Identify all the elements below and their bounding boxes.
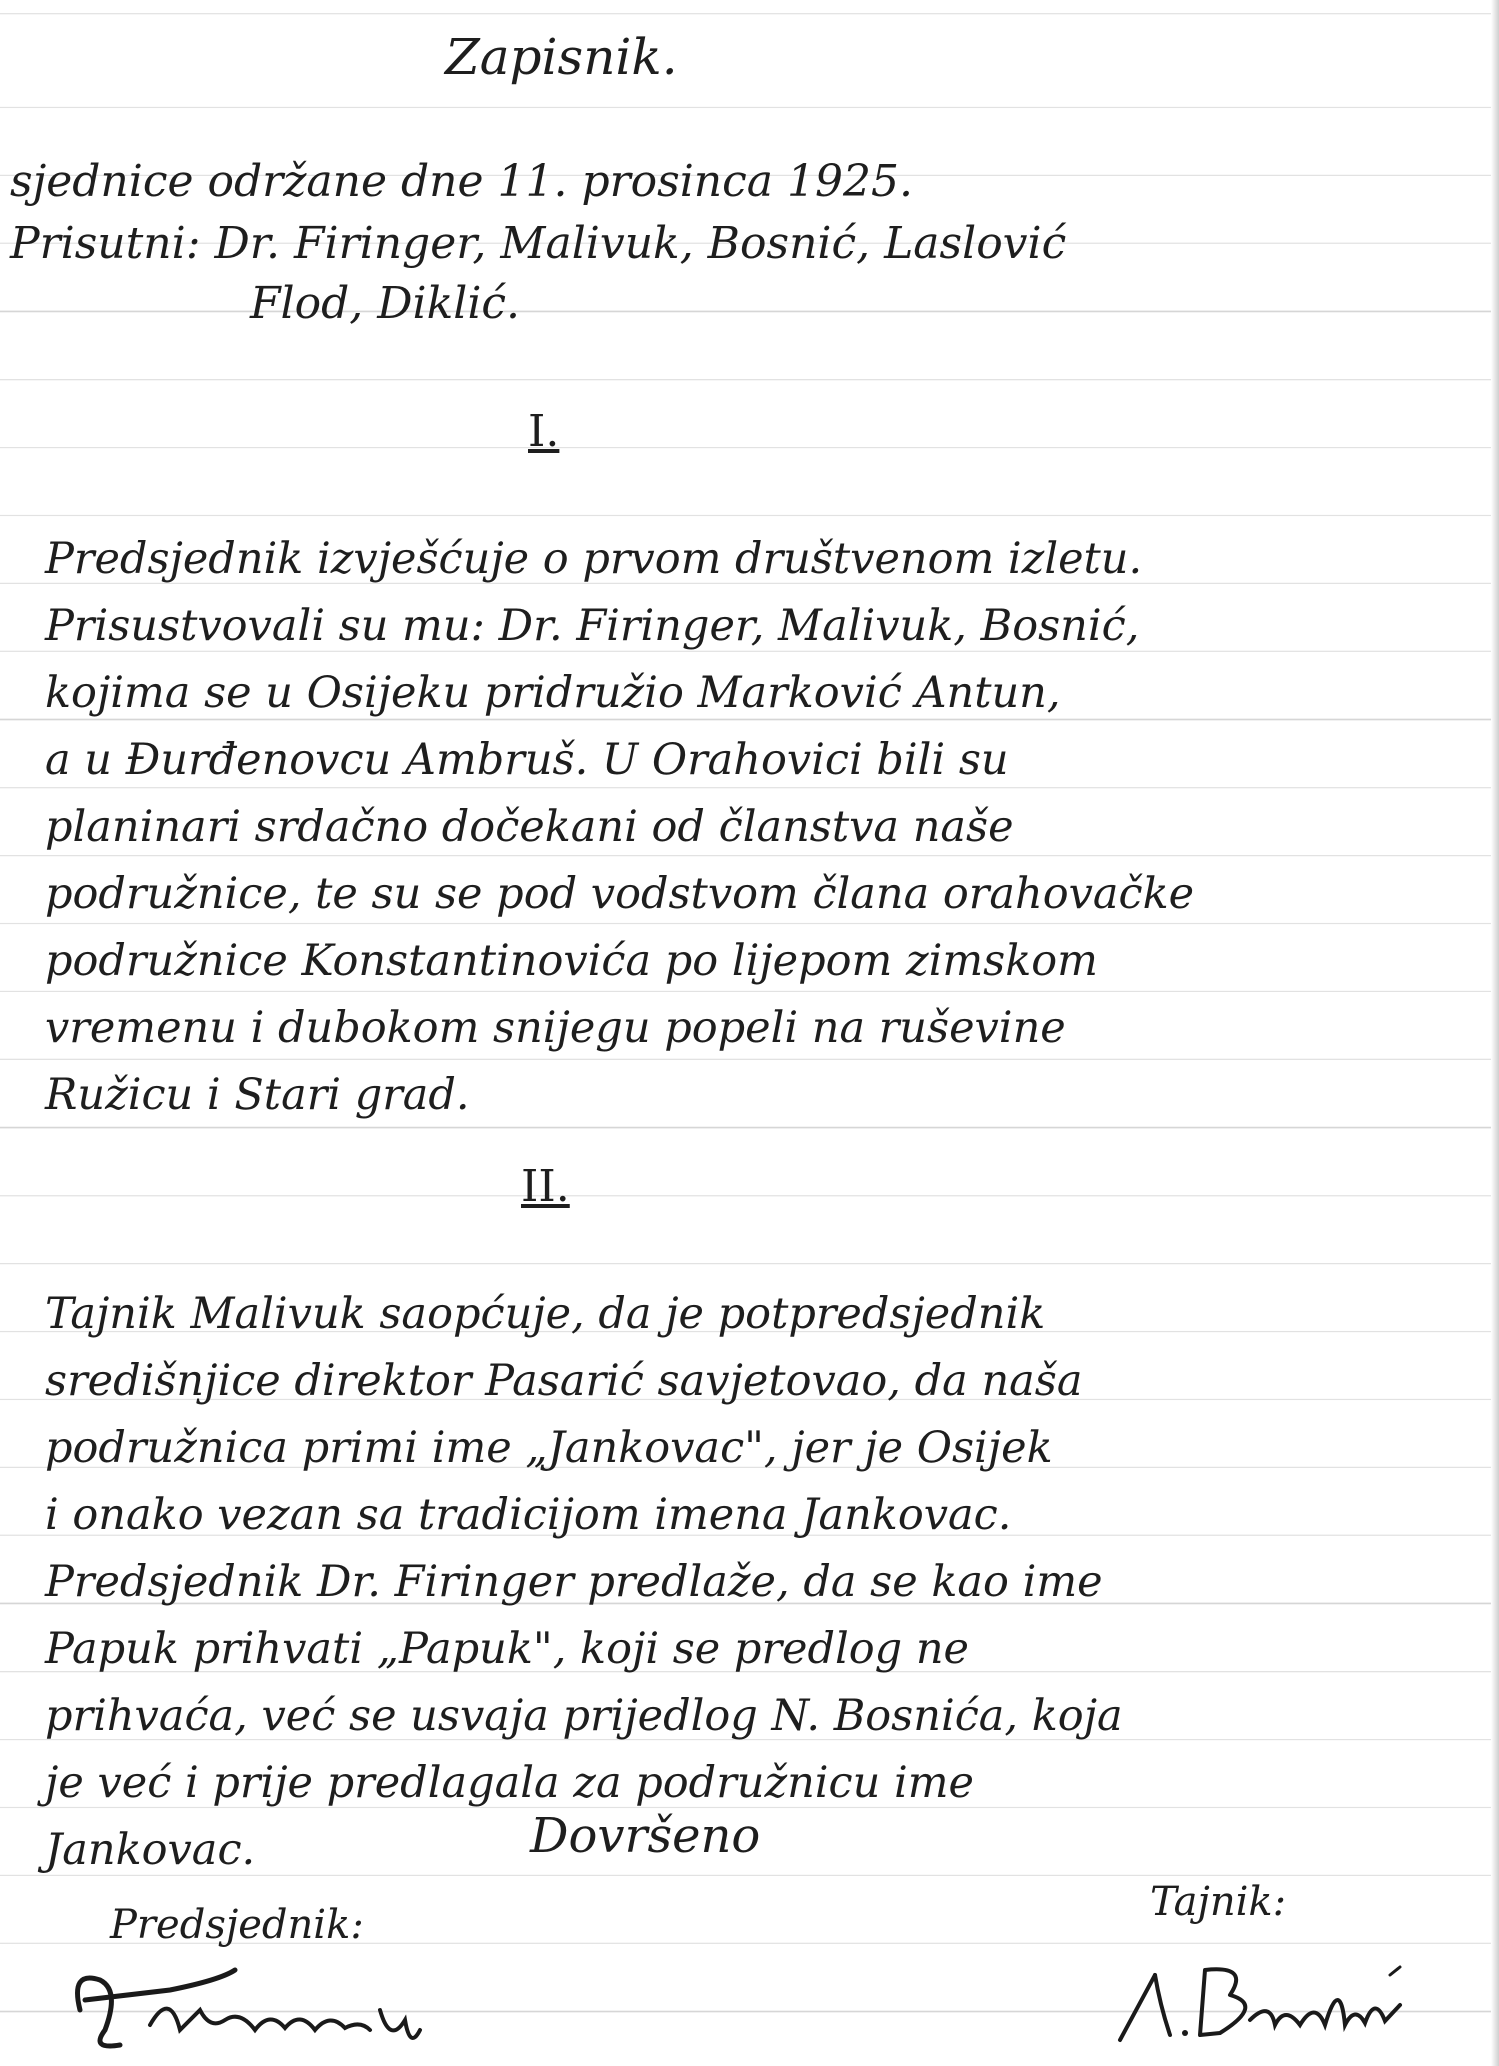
section-2-line: Predsjednik Dr. Firinger predlaže, da se kao ime (45, 1557, 1103, 1607)
section-2-line: i onako vezan sa tradicijom imena Jankovac. (45, 1490, 1012, 1540)
page-edge-shadow (1491, 0, 1499, 2066)
session-date-line: sjednice održane dne 11. prosinca 1925. (10, 156, 913, 207)
section-1-line: podružnice Konstantinovića po lijepom zimskom (45, 936, 1098, 986)
secretary-signature (1100, 1945, 1430, 2055)
section-1-line: Predsjednik izvješćuje o prvom društvenom izletu. (45, 534, 1143, 584)
section-2-line: Jankovac. (45, 1825, 256, 1875)
section-1-line: planinari srdačno dočekani od članstva naše (45, 802, 1014, 852)
section-1-line: a u Đurđenovcu Ambruš. U Orahovici bili su (45, 735, 1009, 785)
section-1-line: kojima se u Osijeku pridružio Marković Antun, (45, 668, 1061, 718)
document-title: Zapisnik. (445, 28, 678, 86)
section-2-line: podružnica primi ime „Jankovac", jer je Osijek (45, 1423, 1053, 1473)
section-1-line: vremenu i dubokom snijegu popeli na ruševine (45, 1003, 1066, 1053)
president-signature (60, 1950, 480, 2060)
section-2-line: prihvaća, već se usvaja prijedlog N. Bosnića, koja (45, 1691, 1123, 1741)
attendees-line-continued: Flod, Diklić. (250, 278, 521, 329)
section-2-line: Papuk prihvati „Papuk", koji se predlog ne (45, 1624, 969, 1674)
section-1-line: Ružicu i Stari grad. (45, 1070, 470, 1120)
section-2-numeral: II. (521, 1161, 570, 1212)
attendees-line: Prisutni: Dr. Firinger, Malivuk, Bosnić, Laslović (10, 218, 1067, 269)
section-2-line: Tajnik Malivuk saopćuje, da je potpredsjednik (45, 1289, 1046, 1339)
section-1-line: Prisustvovali su mu: Dr. Firinger, Malivuk, Bosnić, (45, 601, 1140, 651)
section-2-line: je već i prije predlagala za podružnicu ime (45, 1758, 974, 1808)
section-1-numeral: I. (528, 406, 560, 457)
section-2-line: središnjice direktor Pasarić savjetovao, da naša (45, 1356, 1083, 1406)
president-label: Predsjednik: (110, 1902, 364, 1948)
closing-word: Dovršeno (530, 1808, 761, 1864)
section-1-line: podružnice, te su se pod vodstvom člana orahovačke (45, 869, 1195, 919)
secretary-label: Tajnik: (1150, 1879, 1287, 1925)
